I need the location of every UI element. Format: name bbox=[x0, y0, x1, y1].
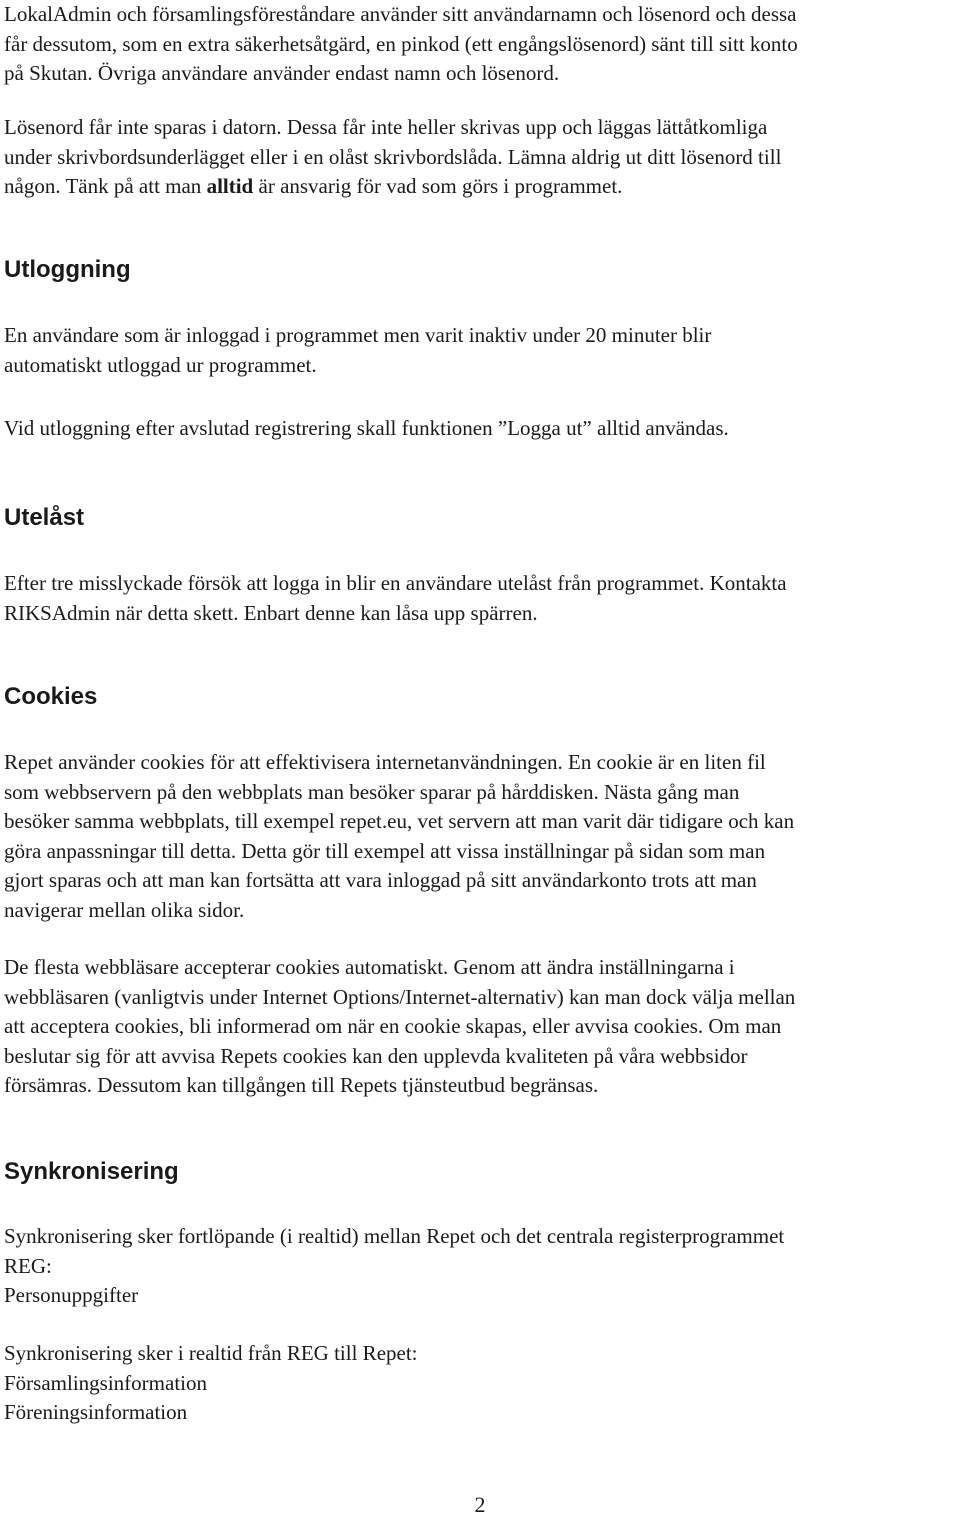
text-line: gjort sparas och att man kan fortsätta att vara inloggad på sitt användarkonto trots att man bbox=[4, 868, 757, 892]
intro-paragraph-login bbox=[4, 0, 956, 89]
text-line: Repet använder cookies för att effektivisera internetanvändningen. En cookie är en liten fil bbox=[4, 750, 766, 774]
utloggning-paragraph-inactivity bbox=[4, 321, 956, 380]
utloggning-paragraph-logout bbox=[4, 414, 956, 444]
text-line: på Skutan. Övriga användare använder endast namn och lösenord. bbox=[4, 61, 560, 85]
text-line: under skrivbordsunderlägget eller i en olåst skrivbordslåda. Lämna aldrig ut ditt lösenord till bbox=[4, 144, 782, 169]
utelast-paragraph bbox=[4, 569, 956, 628]
text-line: Församlingsinformation bbox=[4, 1370, 207, 1395]
text-line: göra anpassningar till detta. Detta gör till exempel att vissa inställningar på sidan som man bbox=[4, 838, 766, 863]
text-line: webbläsaren (vanligtvis under Internet Options/Internet-alternativ) kan man dock välja mellan bbox=[4, 984, 796, 1009]
text-line: En användare som är inloggad i programmet men varit inaktiv under 20 minuter blir bbox=[4, 323, 712, 347]
intro-paragraph-password bbox=[4, 113, 956, 202]
section-heading-utelast: Utelåst bbox=[4, 504, 85, 531]
text-line: försämras. Dessutom kan tillgången till Repets tjänsteutbud begränsas. bbox=[4, 1073, 599, 1097]
cookies-paragraph-browser bbox=[4, 953, 956, 1101]
synkronisering-paragraph-from-reg bbox=[4, 1339, 956, 1428]
text-segment: någon. Tänk på att man bbox=[4, 174, 207, 198]
text-line: Föreningsinformation bbox=[4, 1400, 188, 1424]
text-line: navigerar mellan olika sidor. bbox=[4, 897, 245, 922]
text-line: Efter tre misslyckade försök att logga in blir en användare utelåst från programmet. Kontakta bbox=[4, 571, 787, 595]
text-line: Synkronisering sker i realtid från REG till Repet: bbox=[4, 1341, 418, 1365]
text-line: får dessutom, som en extra säkerhetsåtgärd, en pinkod (ett engångslösenord) sänt till sitt konto bbox=[4, 31, 798, 56]
synkronisering-paragraph-to-reg bbox=[4, 1222, 956, 1311]
text-line: LokalAdmin och församlingsföreståndare använder sitt användarnamn och lösenord och dessa bbox=[4, 2, 797, 26]
text-line: RIKSAdmin när detta skett. Enbart denne kan låsa upp spärren. bbox=[4, 600, 538, 625]
text-line: REG: bbox=[4, 1253, 52, 1278]
text-line: besöker samma webbplats, till exempel repet.eu, vet servern att man varit där tidigare och kan bbox=[4, 809, 795, 833]
text-line: som webbservern på den webbplats man besöker sparar på hårddisken. Nästa gång man bbox=[4, 779, 740, 804]
text-line: Personuppgifter bbox=[4, 1283, 139, 1307]
text-line: automatiskt utloggad ur programmet. bbox=[4, 352, 317, 377]
section-heading-utloggning: Utloggning bbox=[4, 256, 131, 283]
text-line: Vid utloggning efter avslutad registrering skall funktionen ”Logga ut” alltid användas. bbox=[4, 416, 729, 440]
cookies-paragraph-definition bbox=[4, 748, 956, 925]
page-number: 2 bbox=[474, 1492, 486, 1517]
text-line: De flesta webbläsare accepterar cookies automatiskt. Genom att ändra inställningarna i bbox=[4, 955, 735, 979]
text-line bbox=[4, 172, 956, 202]
section-heading-synkronisering: Synkronisering bbox=[4, 1158, 179, 1185]
section-heading-cookies: Cookies bbox=[4, 683, 98, 710]
text-line: att acceptera cookies, bli informerad om när en cookie skapas, eller avvisa cookies. Om man bbox=[4, 1014, 782, 1038]
text-line: Synkronisering sker fortlöpande (i realtid) mellan Repet och det centrala registerprogrammet bbox=[4, 1224, 785, 1248]
text-segment: är ansvarig för vad som görs i programmet. bbox=[253, 174, 623, 198]
emphasis-text: alltid bbox=[206, 174, 254, 198]
text-line: Lösenord får inte sparas i datorn. Dessa får inte heller skrivas upp och läggas lättåtkomliga bbox=[4, 115, 768, 139]
text-line: beslutar sig för att avvisa Repets cookies kan den upplevda kvaliteten på våra webbsidor bbox=[4, 1043, 748, 1068]
